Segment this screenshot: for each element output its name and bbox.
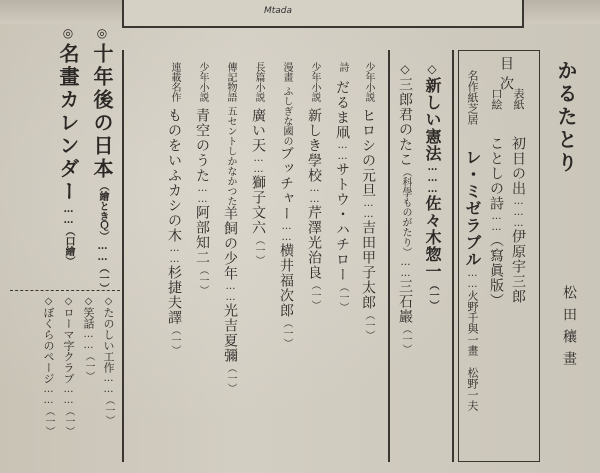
page-title: かるたとり	[554, 60, 578, 175]
misc-item: ◇たのしい工作……（一）	[102, 296, 115, 425]
front-item: 名作紙芝居 レ・ミゼラブル……火野千與一畫 松野一夫	[463, 70, 482, 411]
story-item: 詩だるま凧……サトウ・ハチロー（一）	[334, 62, 350, 312]
story-item: 漫畫ふしぎな國のブッチャー……横井福次郎（一）	[278, 62, 294, 348]
misc-item: ◇ぼくらのページ……（一）	[42, 296, 55, 436]
divider	[452, 50, 454, 462]
illustration-credit: 松田穰畫	[561, 285, 577, 373]
front-item: 表紙 初日の出………伊原宇三郎	[510, 88, 526, 304]
story-item: 長篇小説廣い天……獅子文六（一）	[250, 62, 266, 265]
story-item: 少年小説ヒロシの元旦……吉田甲子太郎（一）	[360, 62, 376, 340]
special-item: ◎十年後の日本（繪ときＱ）……（一）	[90, 26, 114, 293]
story-item: 少年小説新しき學校……芹澤光治良（一）	[306, 62, 322, 310]
divider	[122, 50, 124, 462]
story-item: 連載名作ものをいふカシの木……杉捷夫譯（一）	[166, 62, 182, 355]
special-item: ◎名畫カレンダー……（口繪）	[56, 26, 80, 266]
divider	[388, 50, 390, 462]
feature-item: ◇新しい憲法………佐々木惣一（一）	[423, 62, 442, 310]
dashed-divider	[10, 290, 120, 291]
illustration-box	[122, 0, 524, 28]
front-item: 口絵 ことしの詩……（寫眞版）	[488, 88, 504, 308]
story-item: 少年小説青空のうた……阿部知二（一）	[194, 62, 210, 295]
feature-item: ◇三郎君のたこ（科學ものがたり）……三石巖（一）	[397, 62, 413, 354]
misc-item: ◇笑話……（一）	[82, 296, 95, 381]
misc-item: ◇ローマ字クラブ……（一）	[62, 296, 75, 436]
artist-signature: Mtada	[264, 6, 293, 16]
mokuji-heading: 目次	[498, 56, 514, 96]
story-item: 傳記物語五セントしかなかつた羊飼の少年……光吉夏彌（一）	[222, 62, 238, 393]
